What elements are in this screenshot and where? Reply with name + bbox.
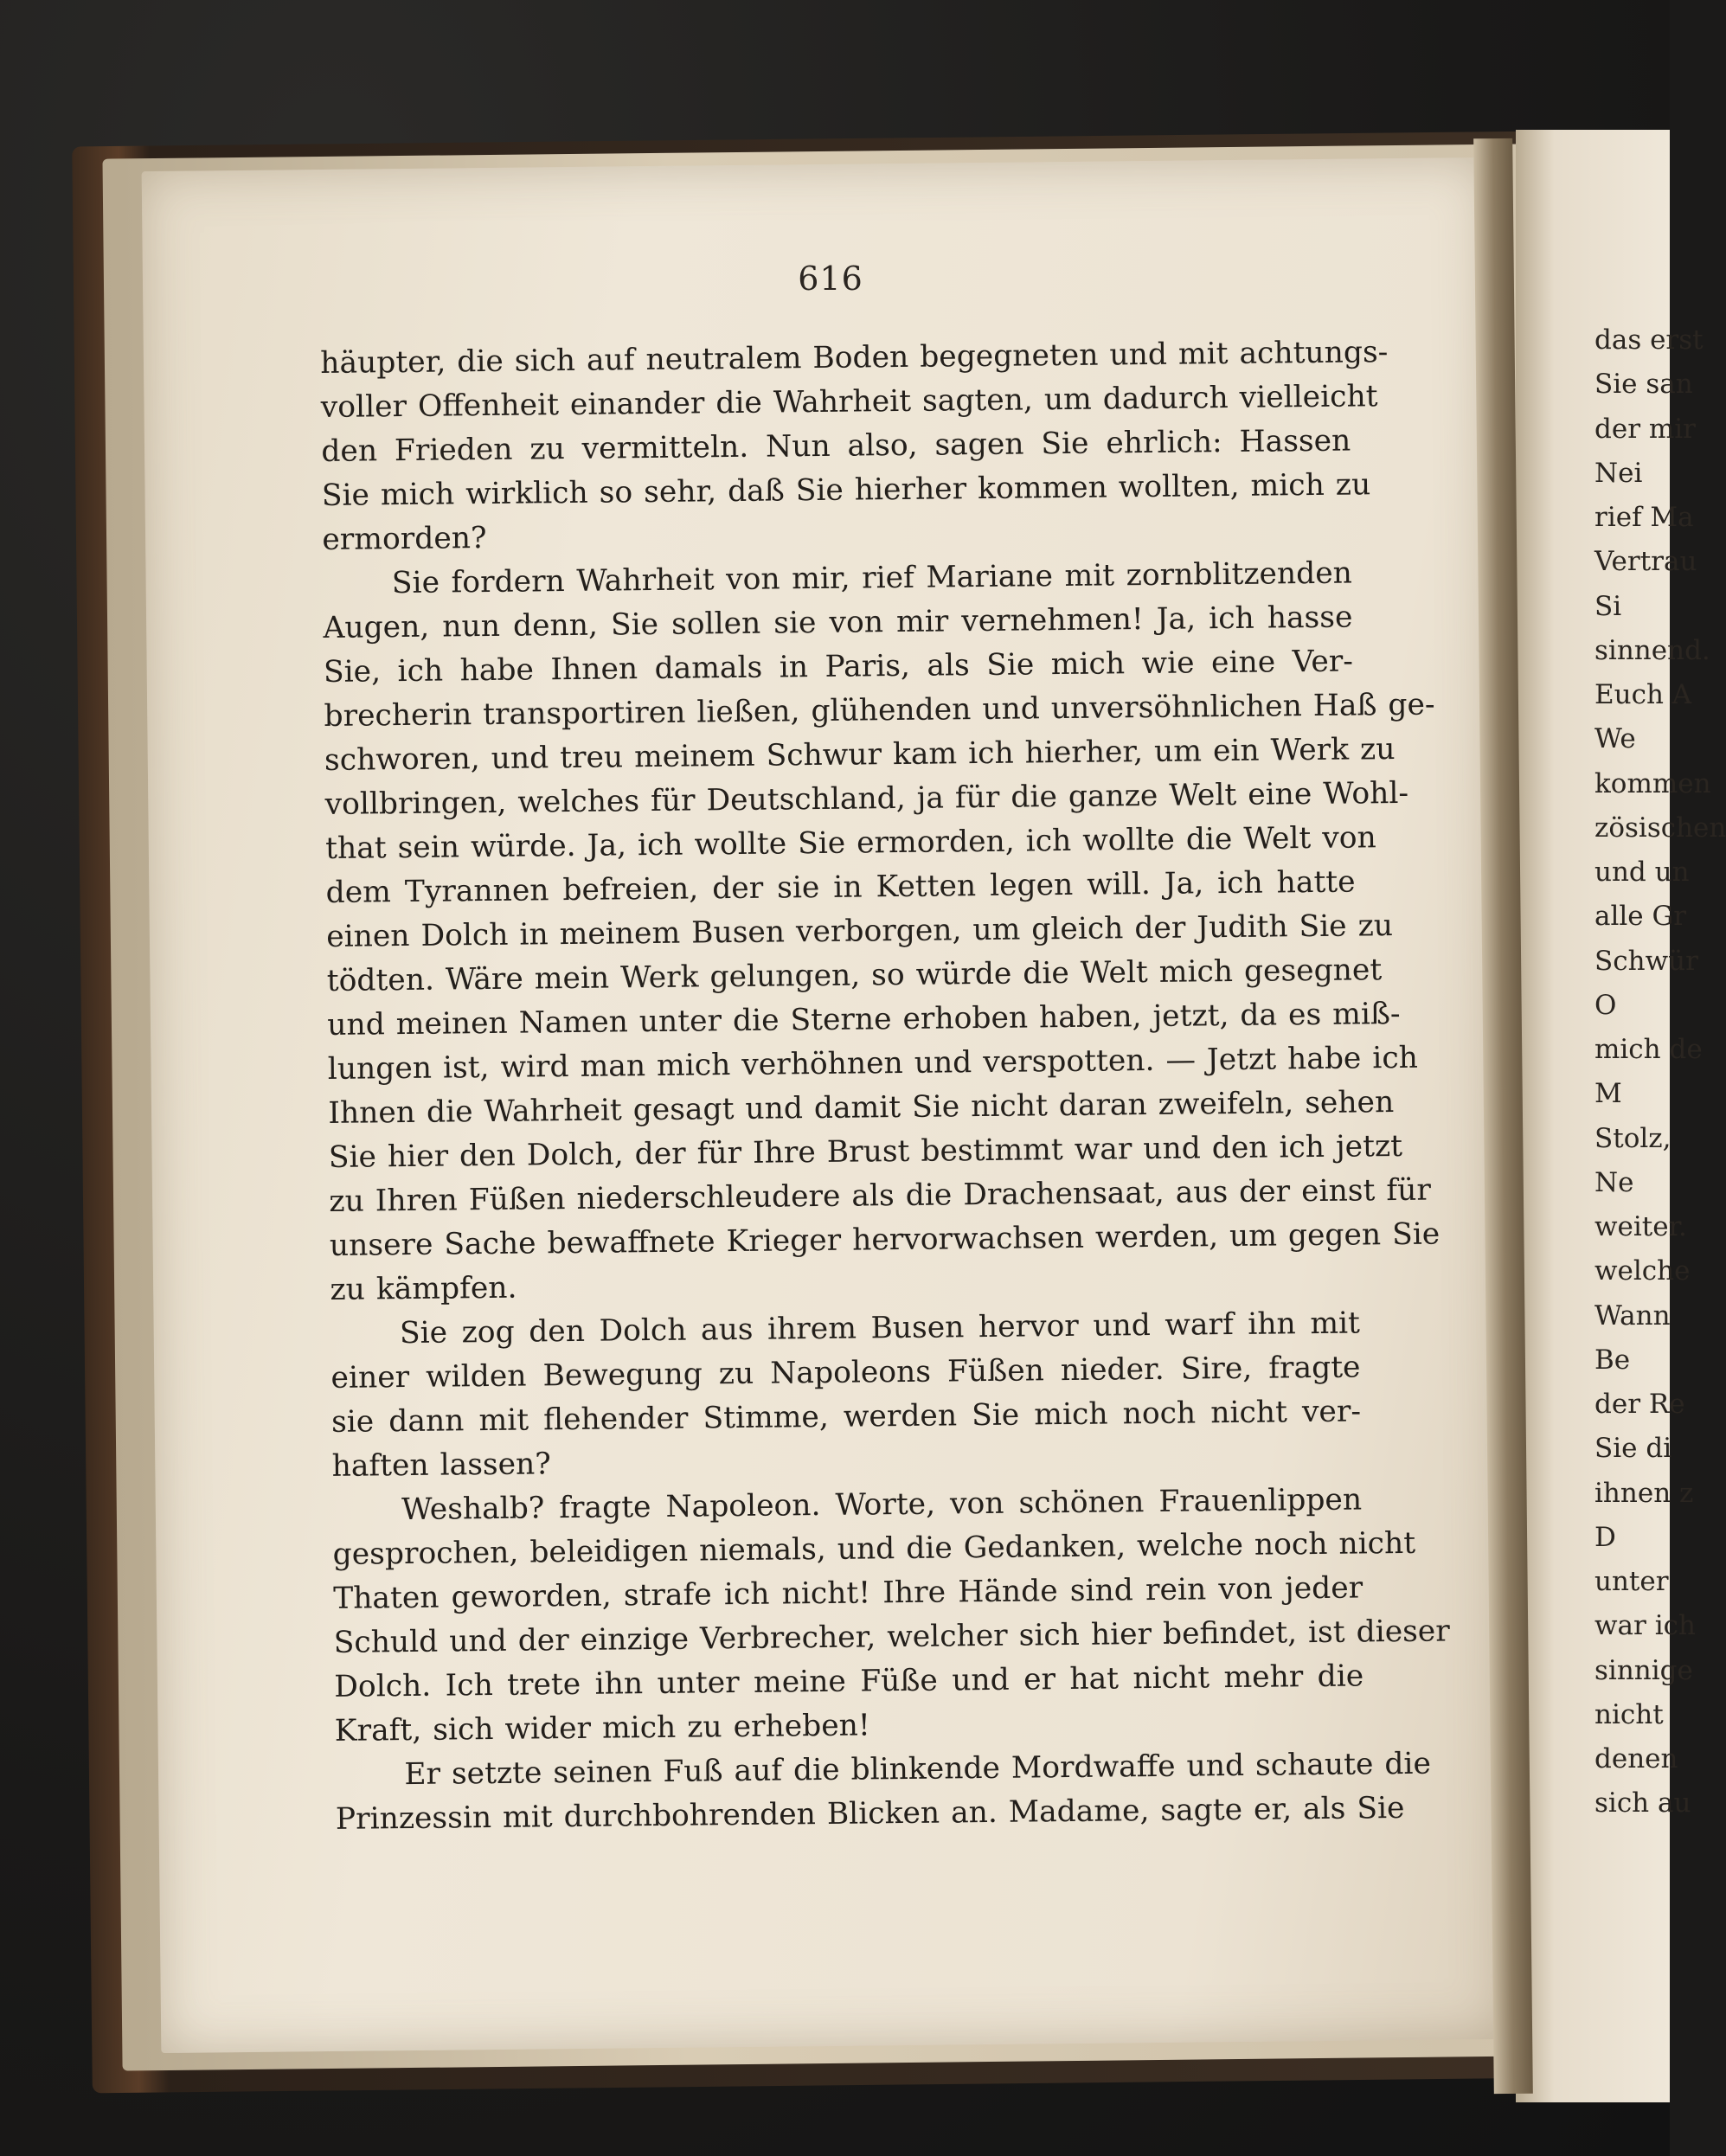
- text-line: einer wilden Bewegung zu Napoleons Füßen nieder. Sire, fragte: [330, 1350, 1361, 1396]
- text-line: tödten. Wäre mein Werk gelungen, so würde die Welt mich gesegnet: [326, 953, 1383, 998]
- body-text: [320, 330, 1450, 1841]
- facing-page-line: Sie san: [1594, 369, 1693, 401]
- facing-page-line: We: [1594, 723, 1636, 755]
- facing-page-line: der mir: [1594, 413, 1696, 445]
- text-line: brecherin transportiren ließen, glühenden und unversöhnlichen Haß ge-: [324, 687, 1435, 734]
- text-line: zu kämpfen.: [330, 1270, 517, 1307]
- text-line: Schuld und der einzige Verbrecher, welcher sich hier befindet, ist dieser: [333, 1614, 1450, 1660]
- facing-page-line: unter: [1594, 1566, 1669, 1597]
- text-line: den Frieden zu vermitteln. Nun also, sagen Sie ehrlich: Hassen: [321, 423, 1351, 469]
- facing-page-line: Nei: [1594, 457, 1643, 489]
- text-line: Augen, nun denn, Sie sollen sie von mir vernehmen! Ja, ich hasse: [323, 600, 1353, 645]
- text-line: Prinzessin mit durchbohrenden Blicken an. Madame, sagte er, als Sie: [335, 1790, 1405, 1837]
- text-line: dem Tyrannen befreien, der sie in Ketten legen will. Ja, ich hatte: [325, 864, 1356, 910]
- page-number: 616: [798, 260, 863, 298]
- text-line: Weshalb? fragte Napoleon. Worte, von schönen Frauenlippen: [401, 1482, 1363, 1528]
- facing-page-line: kommen: [1594, 767, 1711, 799]
- facing-page-line: Sie di: [1594, 1433, 1672, 1465]
- text-line: Thaten geworden, strafe ich nicht! Ihre Hände sind rein von jeder: [333, 1570, 1363, 1616]
- text-line: schworen, und treu meinem Schwur kam ich hierher, um ein Werk zu: [324, 732, 1396, 778]
- facing-page-line: denen: [1594, 1743, 1678, 1774]
- text-line: gesprochen, beleidigen niemals, und die Gedanken, welche noch nicht: [332, 1525, 1416, 1572]
- facing-page-line: O: [1594, 989, 1617, 1021]
- facing-page-line: Stolz,: [1594, 1122, 1671, 1154]
- text-line: lungen ist, wird man mich verhöhnen und verspotten. — Jetzt habe ich: [327, 1040, 1419, 1087]
- facing-page-line: ihnen z: [1594, 1477, 1694, 1509]
- facing-page-line: Ne: [1594, 1166, 1634, 1198]
- facing-page-line: M: [1594, 1078, 1622, 1110]
- text-line: Er setzte seinen Fuß auf die blinkende Mordwaffe und schaute die: [404, 1746, 1432, 1793]
- facing-page-line: zösischen: [1594, 812, 1726, 844]
- text-line: Dolch. Ich trete ihn unter meine Füße und er hat nicht mehr die: [334, 1659, 1364, 1704]
- facing-page-line: der Re: [1594, 1389, 1685, 1420]
- facing-page-line: Si: [1594, 590, 1622, 622]
- facing-page-line: Wann: [1594, 1299, 1671, 1331]
- facing-page-line: rief Ma: [1594, 502, 1694, 533]
- facing-page-line: sinnend.: [1594, 634, 1710, 666]
- text-line: Sie mich wirklich so sehr, daß Sie hierher kommen wollten, mich zu: [321, 467, 1371, 513]
- text-line: that sein würde. Ja, ich wollte Sie ermorden, ich wollte die Welt von: [324, 820, 1376, 866]
- text-line: unsere Sache bewaffnete Krieger hervorwachsen werden, um gegen Sie: [329, 1216, 1440, 1263]
- text-line: zu Ihren Füßen niederschleudere als die Drachensaat, aus der einst für: [329, 1172, 1432, 1219]
- text-line: und meinen Namen unter die Sterne erhoben haben, jetzt, da es miß-: [327, 996, 1401, 1043]
- text-line: vollbringen, welches für Deutschland, ja für die ganze Welt eine Wohl-: [324, 775, 1409, 822]
- text-line: Sie fordern Wahrheit von mir, rief Mariane mit zornblitzenden: [391, 555, 1353, 601]
- facing-page-line: mich de: [1594, 1034, 1703, 1065]
- facing-page-line: und un: [1594, 857, 1690, 888]
- facing-page-line: welche: [1594, 1255, 1691, 1287]
- text-line: Ihnen die Wahrheit gesagt und damit Sie nicht daran zweifeln, sehen: [328, 1085, 1395, 1131]
- facing-page-line: Euch A: [1594, 679, 1692, 710]
- facing-page-line: nicht: [1594, 1698, 1664, 1730]
- facing-page-line: Be: [1594, 1344, 1631, 1376]
- facing-page-line: das erst: [1594, 324, 1704, 356]
- text-line: Sie, ich habe Ihnen damals in Paris, als Sie mich wie eine Ver-: [323, 644, 1354, 690]
- text-line: Kraft, sich wider mich zu erheben!: [334, 1708, 870, 1749]
- text-line: Sie zog den Dolch aus ihrem Busen hervor und warf ihn mit: [399, 1306, 1361, 1351]
- text-line: voller Offenheit einander die Wahrheit sagten, um dadurch vielleicht: [320, 379, 1378, 425]
- text-line: einen Dolch in meinem Busen verborgen, um gleich der Judith Sie zu: [325, 908, 1394, 954]
- text-line: sie dann mit flehender Stimme, werden Sie mich noch nicht ver-: [330, 1394, 1362, 1440]
- text-line: häupter, die sich auf neutralem Boden begegneten und mit achtungs-: [320, 335, 1389, 381]
- text-line: haften lassen?: [331, 1447, 551, 1484]
- text-line: Sie hier den Dolch, der für Ihre Brust bestimmt war und den ich jetzt: [328, 1128, 1403, 1175]
- facing-page-line: weiter.: [1594, 1211, 1687, 1242]
- facing-page-line: war ich: [1594, 1610, 1696, 1642]
- facing-page-line: alle Gr: [1594, 901, 1687, 933]
- facing-page-line: Schwür: [1594, 945, 1698, 977]
- facing-page-line: D: [1594, 1521, 1616, 1553]
- facing-page-line: Vertrau: [1594, 546, 1697, 578]
- facing-page-line: sinnige: [1594, 1654, 1693, 1686]
- text-line: ermorden?: [322, 520, 487, 557]
- facing-page-line: sich au: [1594, 1787, 1691, 1819]
